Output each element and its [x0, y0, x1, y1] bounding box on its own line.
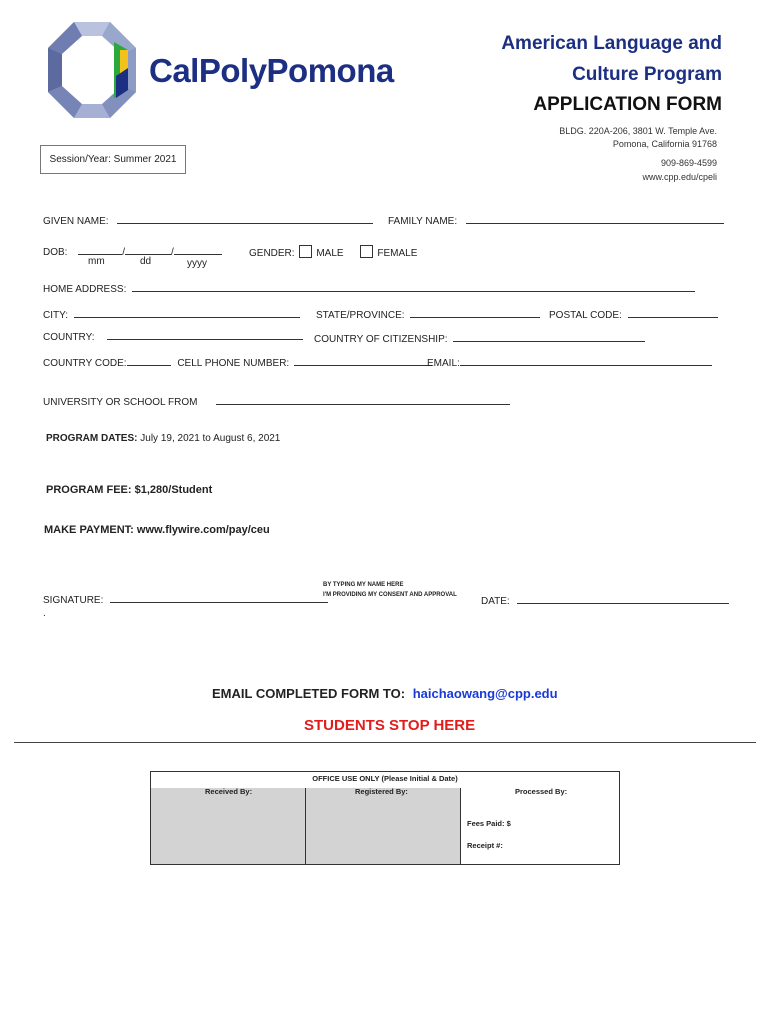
dob-day-field[interactable] — [125, 245, 171, 255]
stray-dot: . — [43, 608, 46, 619]
city-row — [43, 308, 300, 321]
country-row — [43, 330, 303, 343]
family-name-field[interactable] — [466, 214, 724, 224]
family-name-label: FAMILY NAME: — [388, 216, 458, 227]
dob-label: DOB: — [43, 247, 68, 258]
dob-mm: mm — [88, 256, 105, 267]
city-field[interactable] — [74, 308, 300, 318]
citizenship-label: COUNTRY OF CITIZENSHIP: — [314, 334, 448, 345]
dob-yyyy: yyyy — [187, 258, 207, 269]
cut-line-divider — [14, 742, 756, 743]
male-label: MALE — [316, 248, 344, 259]
address-line2: Pomona, California 91768 — [612, 139, 717, 149]
received-by-label: Received By: — [205, 787, 253, 796]
dob-sep-1: / — [122, 247, 126, 258]
city-label: CITY: — [43, 310, 69, 321]
website: www.cpp.edu/cpeli — [642, 172, 717, 182]
date-label: DATE: — [481, 596, 510, 607]
students-stop-here: STUDENTS STOP HERE — [304, 717, 476, 734]
country-field[interactable] — [107, 330, 303, 340]
email-row — [427, 356, 712, 369]
male-checkbox[interactable] — [299, 245, 312, 258]
family-name-row — [388, 214, 724, 227]
office-divider-2 — [460, 788, 461, 864]
dob-row — [43, 245, 222, 258]
country-code-field[interactable] — [127, 356, 171, 366]
university-field[interactable] — [216, 395, 510, 405]
office-divider-1 — [305, 788, 306, 864]
dob-dd: dd — [140, 256, 152, 267]
email-completed-label: EMAIL COMPLETED FORM TO: — [212, 686, 406, 701]
given-name-row — [43, 214, 373, 227]
session-year-box — [40, 145, 186, 174]
female-label: FEMALE — [377, 248, 418, 259]
fees-paid-label: Fees Paid: $ — [467, 819, 511, 828]
phone: 909-869-4599 — [660, 158, 717, 168]
contact-row — [43, 356, 432, 369]
signature-row — [43, 593, 328, 606]
country-label: COUNTRY: — [43, 332, 95, 343]
session-year-text: Session/Year: Summer 2021 — [49, 154, 177, 165]
registered-by-label: Registered By: — [355, 787, 408, 796]
cell-phone-label: CELL PHONE NUMBER: — [177, 358, 290, 369]
state-row — [316, 308, 540, 321]
university-row — [43, 395, 510, 408]
consent-line2: I'M PROVIDING MY CONSENT AND APPROVAL — [323, 592, 457, 598]
given-name-field[interactable] — [117, 214, 373, 224]
address-line1: BLDG. 220A-206, 3801 W. Temple Ave. — [559, 126, 717, 136]
home-address-label: HOME ADDRESS: — [43, 284, 127, 295]
processed-by-label: Processed By: — [515, 787, 568, 796]
postal-row — [549, 308, 718, 321]
email-label: EMAIL: — [427, 358, 460, 369]
cell-phone-field[interactable] — [294, 356, 432, 366]
program-title-line2: Culture Program — [572, 64, 722, 85]
office-use-box — [150, 771, 620, 865]
dob-sep-2: / — [171, 247, 174, 258]
gender-row — [249, 245, 417, 259]
postal-field[interactable] — [628, 308, 718, 318]
receipt-label: Receipt #: — [467, 841, 503, 850]
office-use-header: OFFICE USE ONLY (Please Initial & Date) — [312, 774, 458, 783]
brand-text: CalPolyPomona — [149, 52, 394, 89]
email-completed — [212, 686, 558, 701]
date-field[interactable] — [517, 594, 729, 604]
state-field[interactable] — [410, 308, 540, 318]
consent-line1: BY TYPING MY NAME HERE — [323, 582, 404, 588]
citizenship-row — [314, 332, 645, 345]
program-dates-label: PROGRAM DATES: — [46, 433, 138, 444]
signature-field[interactable] — [110, 593, 328, 603]
home-address-row — [43, 282, 695, 295]
program-fee: PROGRAM FEE: $1,280/Student — [46, 484, 213, 496]
postal-label: POSTAL CODE: — [549, 310, 622, 321]
email-field[interactable] — [460, 356, 712, 366]
program-title-line1: American Language and — [501, 33, 722, 54]
received-by-cell — [151, 788, 305, 864]
country-code-label: COUNTRY CODE: — [43, 358, 127, 369]
citizenship-field[interactable] — [453, 332, 645, 342]
signature-label: SIGNATURE: — [43, 595, 104, 606]
make-payment: MAKE PAYMENT: www.flywire.com/pay/ceu — [44, 524, 270, 536]
gender-label: GENDER: — [249, 248, 295, 259]
date-row — [481, 594, 729, 607]
form-title: APPLICATION FORM — [533, 94, 722, 115]
dob-year-field[interactable] — [174, 245, 222, 255]
program-dates — [46, 433, 280, 444]
program-dates-value: July 19, 2021 to August 6, 2021 — [140, 433, 281, 444]
registered-by-cell — [306, 788, 460, 864]
dob-month-field[interactable] — [78, 245, 122, 255]
given-name-label: GIVEN NAME: — [43, 216, 109, 227]
email-completed-address[interactable]: haichaowang@cpp.edu — [412, 686, 558, 701]
female-checkbox[interactable] — [360, 245, 373, 258]
state-label: STATE/PROVINCE: — [316, 310, 405, 321]
university-label: UNIVERSITY OR SCHOOL FROM — [43, 397, 198, 408]
home-address-field[interactable] — [132, 282, 695, 292]
